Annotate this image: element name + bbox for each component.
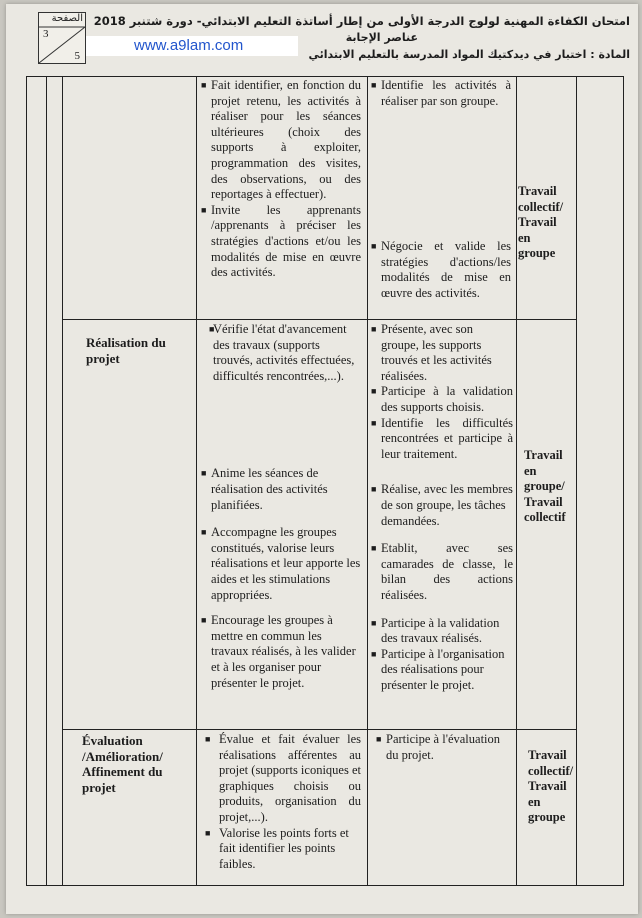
- list-item: ■ Fait identifier, en fonction du projet retenu, les activités à réaliser pour les séances ultérieures (choix des supports à exploiter, programmation des visites, des observations, ou des reportages à effectuer).: [201, 78, 361, 202]
- list-item: ■ Participe à l'organisation des réalisations pour présenter le projet.: [371, 646, 505, 692]
- phase-line: projet: [86, 350, 120, 366]
- page-number-box: [38, 12, 86, 64]
- phase-line: projet: [82, 779, 116, 795]
- list-item: ■ Identifie les activités à réaliser par son groupe.: [371, 78, 511, 108]
- list-item: ■ Invite les apprenants /apprenants à préciser les stratégies d'actions et/ou les modalités de mise en œuvre des activités.: [201, 202, 361, 280]
- list-item: ■ Participe à la validation des supports choisis.: [371, 384, 513, 414]
- list-item: ■ Évalue et fait évaluer les réalisations afférentes au projet (supports iconiques et graphiques choisis ou produits, organisation du projet,...).: [205, 732, 361, 824]
- bullet-icon: ■: [371, 543, 377, 554]
- mode-line: en: [528, 794, 541, 809]
- bullet-icon: ■: [201, 615, 207, 626]
- subject-line: المادة : اختبار في ديدكتيك المواد المدرسة بالتعليم الابتدائي: [308, 48, 630, 61]
- mode-line: Travail: [524, 448, 563, 462]
- bullet-icon: ■: [371, 80, 377, 90]
- table-col-line: [62, 76, 63, 886]
- bullet-icon: ■: [201, 468, 207, 479]
- bullet-icon: ■: [201, 80, 207, 90]
- answer-elements-title: عناصر الإجابة: [345, 31, 418, 44]
- mode-line: en: [518, 230, 531, 245]
- list-item: ■ Participe à la validation des travaux réalisés.: [371, 615, 500, 646]
- mode-line: collectif/: [528, 763, 574, 778]
- bullet-icon: ■: [376, 734, 382, 744]
- table-col-line: [576, 76, 577, 886]
- learner-cell-row3: [376, 732, 514, 763]
- list-item: ■ Présente, avec son groupe, les supports trouvés et les activités réalisées.: [371, 322, 492, 383]
- bullet-icon: ■: [371, 386, 377, 397]
- teacher-cell-row1: [201, 78, 361, 281]
- mode-line: groupe: [528, 810, 566, 825]
- bullet-icon: ■: [371, 617, 377, 628]
- teacher-cell-row2: [201, 322, 361, 691]
- bullet-icon: ■: [371, 484, 377, 495]
- mode-line: collectif/: [518, 199, 564, 214]
- bullet-icon: ■: [371, 241, 377, 252]
- exam-title: امتحان الكفاءة المهنية لولوج الدرجة الأولى من إطار أساتذة التعليم الابتدائي- دورة شتنبر 2018: [93, 14, 630, 28]
- mode-line: Travail: [528, 748, 567, 762]
- work-mode-row2: [524, 448, 576, 526]
- learner-cell-row1: [371, 78, 511, 302]
- page-total: 5: [74, 50, 80, 62]
- phase-line: Réalisation du: [86, 335, 166, 350]
- work-mode-row1: [518, 184, 574, 262]
- mode-line: groupe/: [524, 479, 565, 494]
- phase-line: /Amélioration/: [82, 748, 163, 764]
- mode-line: Travail: [518, 184, 557, 198]
- teacher-cell-row3: [201, 732, 361, 872]
- table-col-line: [367, 76, 368, 886]
- bullet-icon: ■: [205, 827, 211, 838]
- work-mode-row3: [528, 748, 576, 826]
- bullet-icon: ■: [201, 204, 207, 215]
- learner-cell-row2: [371, 322, 513, 693]
- bullet-icon: ■: [371, 648, 377, 659]
- mode-line: groupe: [518, 246, 556, 261]
- mode-line: Travail: [518, 215, 557, 230]
- list-item: ■ Participe à l'évaluation du projet.: [376, 732, 501, 762]
- table-col-line: [196, 76, 197, 886]
- list-item: ■ Identifie les difficultés rencontrées et participe à leur traitement.: [371, 415, 513, 461]
- phase-evaluation: [82, 733, 194, 795]
- list-item: ■ Etablit, avec ses camarades de classe, le bilan des actions réalisées.: [371, 541, 513, 602]
- bullet-icon: ■: [205, 734, 211, 744]
- list-item: ■ Valorise les points forts et fait identifier les points faibles.: [205, 825, 349, 871]
- exam-page: [6, 4, 638, 914]
- mode-line: collectif: [524, 510, 566, 525]
- page-number: 3: [43, 28, 49, 40]
- list-item: ■ Anime les séances de réalisation des activités planifiées.: [201, 466, 328, 512]
- bullet-icon: ■: [371, 417, 377, 428]
- bullet-icon: ■: [371, 324, 377, 334]
- list-item: ■ Négocie et valide les stratégies d'actions/les modalités de mise en œuvre des activités.: [371, 239, 511, 300]
- table-row-line: [62, 729, 576, 730]
- mode-line: en: [524, 463, 537, 478]
- watermark-url[interactable]: www.a9lam.com: [86, 36, 298, 56]
- table-row-line: [62, 319, 576, 320]
- mode-line: Travail: [524, 494, 563, 509]
- list-item: ■ Encourage les groupes à mettre en commun les travaux réalisés, à les valider et à les organiser pour présenter le projet.: [201, 613, 356, 690]
- phase-line: Affinement du: [82, 764, 163, 779]
- list-item: ■ Vérifie l'état d'avancement des travaux (supports trouvés, activités effectuées, difficultés rencontrées,...).: [209, 322, 355, 383]
- bullet-icon: ■: [201, 527, 207, 538]
- phase-line: Évaluation: [82, 733, 143, 748]
- table-col-line: [46, 76, 47, 886]
- table-col-line: [516, 76, 517, 886]
- mode-line: Travail: [528, 779, 567, 794]
- list-item: ■ Réalise, avec les membres de son groupe, les tâches demandées.: [371, 482, 513, 528]
- bullet-icon: ■: [209, 324, 215, 334]
- list-item: ■ Accompagne les groupes constitués, valorise leurs réalisations et leur apporte les aides et les stimulations appropriées.: [201, 525, 361, 602]
- page-label: الصفحة: [51, 13, 83, 24]
- phase-realisation: [86, 335, 194, 366]
